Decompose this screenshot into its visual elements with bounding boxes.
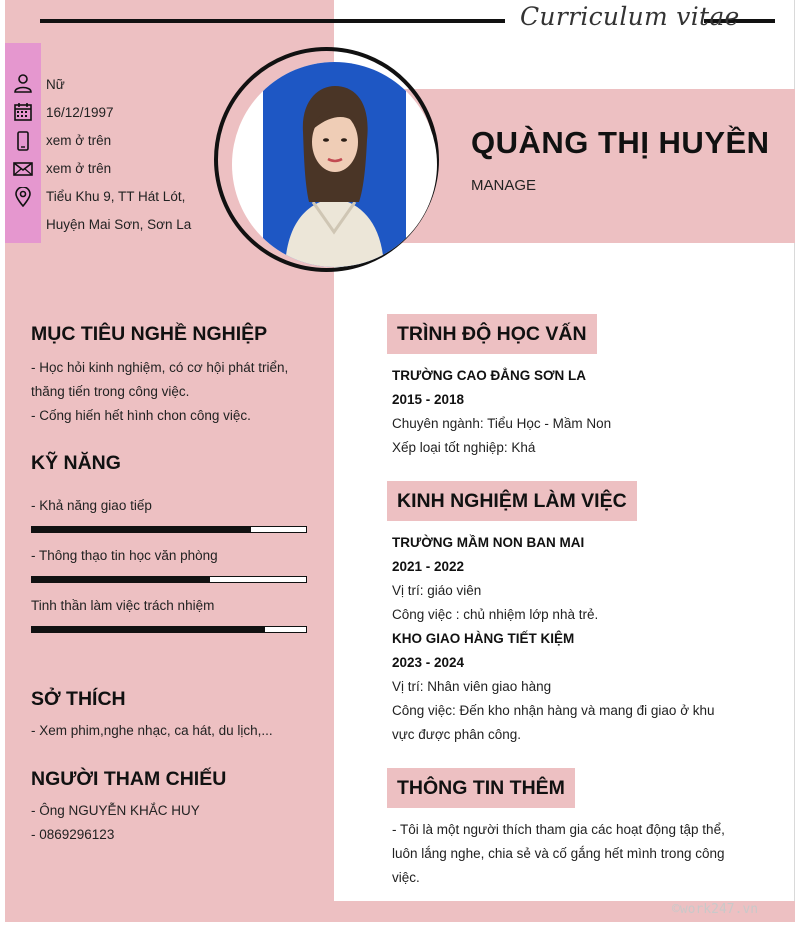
experience-title: KINH NGHIỆM LÀM VIỆC — [387, 481, 637, 521]
address-line-1: Tiểu Khu 9, TT Hát Lót, — [46, 189, 186, 204]
hobbies-title: SỞ THÍCH — [31, 688, 126, 710]
job-position: Vị trí: Nhân viên giao hàng — [392, 679, 552, 694]
skills-title: KỸ NĂNG — [31, 452, 121, 474]
phone-icon — [12, 130, 34, 152]
reference-phone: - 0869296123 — [31, 827, 115, 842]
skill-bar — [31, 576, 307, 583]
job-years: 2023 - 2024 — [392, 655, 465, 670]
job-position: Vị trí: giáo viên — [392, 583, 482, 598]
job-duty-line-1: Công việc: Đến kho nhận hàng và mang đi giao ở khu — [392, 703, 715, 718]
education-major: Chuyên ngành: Tiểu Học - Mầm Non — [392, 416, 612, 431]
calendar-icon — [12, 101, 34, 123]
profile-photo — [232, 62, 437, 267]
location-icon — [12, 186, 34, 208]
objective-line-1: - Học hỏi kinh nghiệm, có cơ hội phát triển, — [31, 360, 289, 375]
header-rule-left — [40, 19, 505, 23]
skill-label: - Khả năng giao tiếp — [31, 498, 152, 513]
portrait-illustration — [263, 62, 406, 267]
objective-title: MỤC TIÊU NGHỀ NGHIỆP — [31, 323, 268, 345]
job-years: 2021 - 2022 — [392, 559, 465, 574]
additional-info-title: THÔNG TIN THÊM — [387, 768, 575, 808]
education-school: TRƯỜNG CAO ĐẲNG SƠN LA — [392, 368, 586, 383]
reference-name: - Ông NGUYỄN KHẮC HUY — [31, 803, 200, 818]
skill-bar — [31, 626, 307, 633]
skill-label: Tinh thần làm việc trách nhiệm — [31, 598, 215, 613]
skill-bar-fill — [32, 577, 210, 582]
phone-value: xem ở trên — [46, 133, 112, 148]
job-duty-line-2: vực được phân công. — [392, 727, 521, 742]
additional-line-1: - Tôi là một người thích tham gia các hoạt động tập thể, — [392, 822, 725, 837]
education-years: 2015 - 2018 — [392, 392, 465, 407]
additional-line-3: việc. — [392, 870, 420, 885]
birthday-value: 16/12/1997 — [46, 105, 114, 120]
skill-bar-fill — [32, 527, 251, 532]
photo-background — [263, 62, 406, 267]
job-company: TRƯỜNG MẦM NON BAN MAI — [392, 535, 585, 550]
skill-label: - Thông thạo tin học văn phòng — [31, 548, 218, 563]
hobbies-text: - Xem phim,nghe nhạc, ca hát, du lịch,... — [31, 723, 273, 738]
job-company: KHO GIAO HÀNG TIẾT KIỆM — [392, 631, 575, 646]
mail-icon — [12, 158, 34, 180]
watermark: ©work247.vn — [672, 902, 759, 917]
email-value: xem ở trên — [46, 161, 112, 176]
skill-bar — [31, 526, 307, 533]
full-name: QUÀNG THỊ HUYỀN — [471, 125, 770, 160]
person-icon — [12, 72, 34, 94]
job-duty: Công việc : chủ nhiệm lớp nhà trẻ. — [392, 607, 599, 622]
references-title: NGƯỜI THAM CHIẾU — [31, 768, 227, 790]
job-role: MANAGE — [471, 177, 537, 194]
objective-line-3: - Cống hiến hết hình chon công việc. — [31, 408, 251, 423]
education-title: TRÌNH ĐỘ HỌC VẤN — [387, 314, 597, 354]
additional-line-2: luôn lắng nghe, chia sẻ và cố gắng hết mình trong công — [392, 846, 725, 861]
cv-title: Curriculum vitae — [520, 2, 740, 31]
address-line-2: Huyện Mai Sơn, Sơn La — [46, 217, 192, 232]
objective-line-2: thăng tiến trong công việc. — [31, 384, 190, 399]
education-grade: Xếp loại tốt nghiệp: Khá — [392, 440, 536, 455]
gender-value: Nữ — [46, 77, 65, 92]
skill-bar-fill — [32, 627, 265, 632]
